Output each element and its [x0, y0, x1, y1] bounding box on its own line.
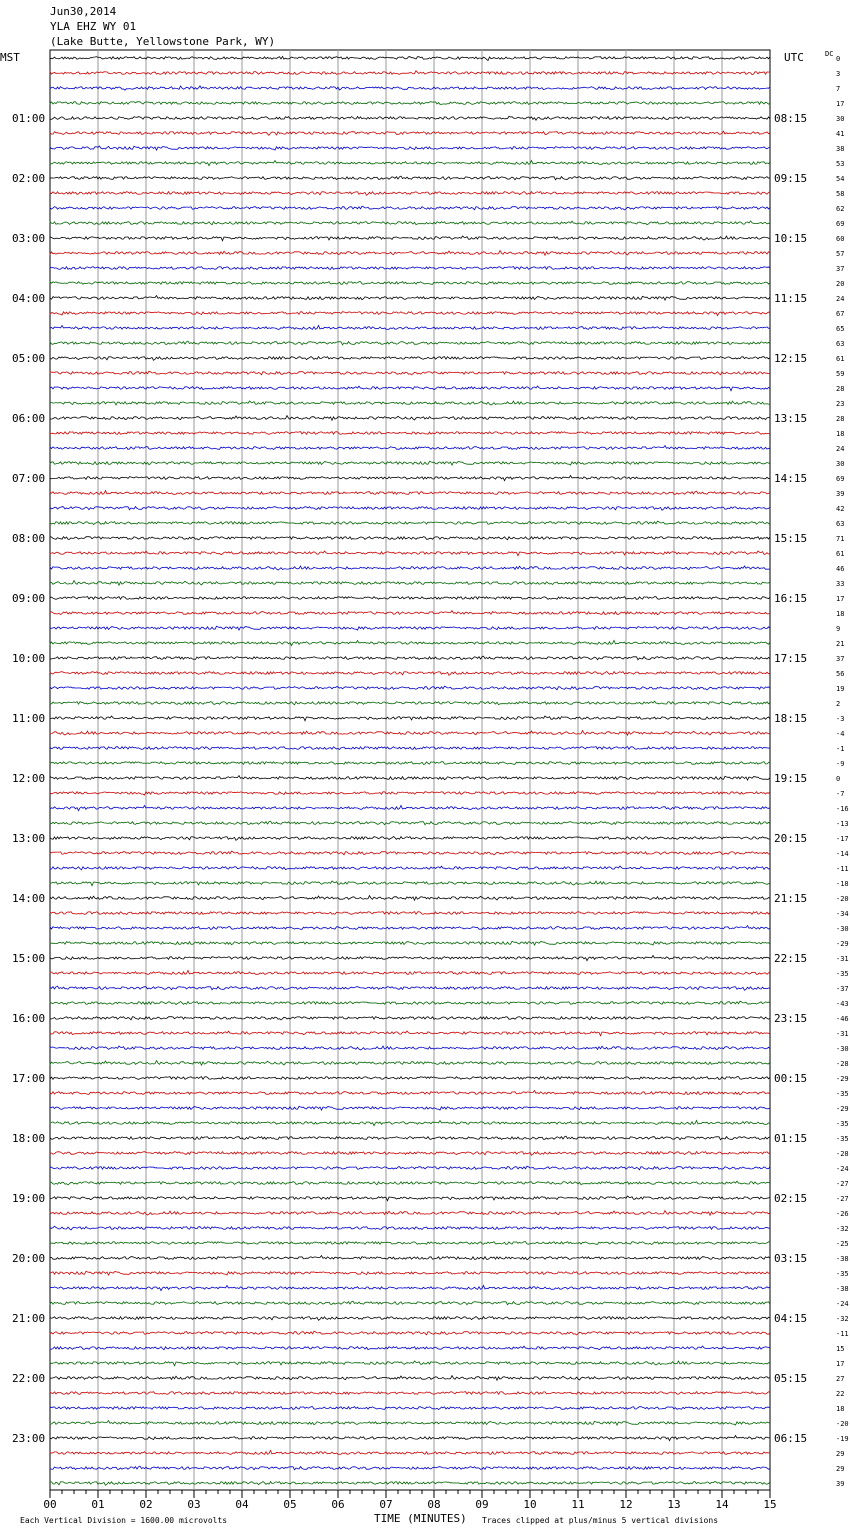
dc-offset-label: 46 [836, 565, 845, 573]
seismic-trace [50, 1031, 770, 1036]
hour-label-right: 15:15 [774, 532, 808, 545]
hour-label-right: 21:15 [774, 892, 808, 905]
dc-offset-label: -46 [836, 1015, 849, 1023]
hour-label-left: 06:00 [12, 412, 46, 425]
hour-label-right: 14:15 [774, 472, 808, 485]
seismic-trace [50, 896, 770, 901]
dc-offset-label: 29 [836, 1465, 845, 1473]
dc-offset-label: 69 [836, 475, 845, 483]
seismic-trace [50, 131, 770, 135]
seismic-trace [50, 1256, 770, 1260]
dc-offset-label: 22 [836, 1390, 845, 1398]
hour-label-right: 23:15 [774, 1012, 808, 1025]
dc-offset-label: -16 [836, 805, 849, 813]
dc-offset-label: 28 [836, 385, 845, 393]
hour-label-left: 13:00 [12, 832, 46, 845]
dc-offset-label: -4 [836, 730, 845, 738]
dc-offset-label: 3 [836, 70, 841, 78]
x-tick-label: 07 [379, 1498, 393, 1511]
seismic-trace [50, 656, 770, 660]
dc-offset-label: -24 [836, 1165, 849, 1173]
seismic-trace [50, 56, 770, 60]
seismic-trace [50, 626, 770, 630]
seismic-trace [50, 1346, 770, 1350]
hour-label-right: 19:15 [774, 772, 808, 785]
dc-offset-label: 69 [836, 220, 845, 228]
seismic-trace [50, 1001, 770, 1004]
seismic-trace [50, 1421, 770, 1426]
x-tick-label: 03 [187, 1498, 201, 1511]
dc-offset-label: -37 [836, 985, 849, 993]
dc-offset-label: -30 [836, 925, 849, 933]
dc-offset-label: -32 [836, 1315, 849, 1323]
dc-offset-label: 18 [836, 1405, 845, 1413]
seismic-trace [50, 476, 770, 481]
seismic-trace [50, 461, 770, 465]
seismic-trace [50, 1181, 770, 1185]
seismic-trace [50, 1361, 770, 1366]
dc-offset-label: -20 [836, 895, 849, 903]
dc-offset-label: -18 [836, 880, 849, 888]
seismic-trace [50, 792, 770, 795]
dc-offset-label: 62 [836, 205, 845, 213]
seismic-trace [50, 312, 770, 316]
x-tick-label: 13 [667, 1498, 681, 1511]
x-tick-label: 15 [763, 1498, 777, 1511]
dc-offset-label: 27 [836, 1375, 845, 1383]
dc-offset-label: 33 [836, 580, 845, 588]
seismic-trace [50, 551, 770, 556]
seismic-trace [50, 747, 770, 750]
seismic-trace [50, 446, 770, 450]
hour-label-right: 11:15 [774, 292, 808, 305]
dc-offset-label: 2 [836, 700, 841, 708]
dc-offset-label: -32 [836, 1225, 849, 1233]
dc-offset-label: -11 [836, 865, 849, 873]
seismic-trace [50, 716, 770, 721]
dc-offset-label: 38 [836, 145, 845, 153]
seismic-trace [50, 537, 770, 540]
hour-label-left: 18:00 [12, 1132, 46, 1145]
seismic-trace [50, 1392, 770, 1395]
seismic-trace [50, 881, 770, 886]
hour-label-left: 12:00 [12, 772, 46, 785]
dc-offset-label: 20 [836, 280, 845, 288]
seismic-trace [50, 507, 770, 511]
seismic-trace [50, 1091, 770, 1095]
hour-label-left: 17:00 [12, 1072, 46, 1085]
seismic-trace [50, 1466, 770, 1470]
hour-label-right: 03:15 [774, 1252, 808, 1265]
hour-label-right: 09:15 [774, 172, 808, 185]
dc-offset-label: 15 [836, 1345, 845, 1353]
dc-offset-label: -29 [836, 940, 849, 948]
dc-offset-label: 24 [836, 445, 845, 453]
hour-label-left: 10:00 [12, 652, 46, 665]
hour-label-left: 01:00 [12, 112, 46, 125]
dc-offset-label: 28 [836, 415, 845, 423]
hour-label-left: 22:00 [12, 1372, 46, 1385]
seismic-trace [50, 971, 770, 975]
seismic-trace [50, 956, 770, 961]
dc-offset-label: 21 [836, 640, 845, 648]
seismic-trace [50, 1077, 770, 1080]
seismic-trace [50, 236, 770, 241]
hour-label-right: 16:15 [774, 592, 808, 605]
dc-offset-label: 18 [836, 430, 845, 438]
seismic-trace [50, 851, 770, 855]
x-axis-title: TIME (MINUTES) [374, 1512, 467, 1525]
dc-offset-label: 37 [836, 655, 845, 663]
hour-label-right: 22:15 [774, 952, 808, 965]
dc-offset-label: 71 [836, 535, 845, 543]
hour-label-left: 23:00 [12, 1432, 46, 1445]
x-tick-label: 12 [619, 1498, 633, 1511]
dc-offset-label: -34 [836, 910, 849, 918]
dc-offset-label: 63 [836, 520, 845, 528]
seismic-trace [50, 296, 770, 301]
header-location: (Lake Butte, Yellowstone Park, WY) [50, 35, 276, 48]
hour-label-left: 16:00 [12, 1012, 46, 1025]
seismic-trace [50, 1482, 770, 1486]
seismic-trace [50, 926, 770, 930]
seismic-trace [50, 1121, 770, 1126]
dc-offset-label: 29 [836, 1450, 845, 1458]
hour-label-right: 00:15 [774, 1072, 808, 1085]
dc-offset-label: 65 [836, 325, 845, 333]
right-timezone-label: UTC [784, 51, 804, 64]
dc-offset-label: 7 [836, 85, 841, 93]
seismic-trace [50, 581, 770, 586]
seismic-trace [50, 866, 770, 870]
seismic-trace [50, 401, 770, 405]
x-tick-label: 10 [523, 1498, 537, 1511]
seismic-trace [50, 986, 770, 990]
time-axis [43, 1490, 776, 1511]
seismic-trace [50, 837, 770, 841]
seismic-trace [50, 192, 770, 196]
dc-offset-label: 60 [836, 235, 845, 243]
seismic-trace [50, 416, 770, 421]
seismic-trace [50, 1301, 770, 1305]
seismic-trace [50, 566, 770, 570]
x-tick-label: 06 [331, 1498, 345, 1511]
hour-label-left: 11:00 [12, 712, 46, 725]
seismic-trace [50, 821, 770, 825]
seismic-trace [50, 267, 770, 270]
dc-offset-label: -35 [836, 1120, 849, 1128]
dc-offset-label: -43 [836, 1000, 849, 1008]
seismic-trace [50, 386, 770, 391]
dc-offset-label: -17 [836, 835, 849, 843]
left-timezone-label: MST [0, 51, 20, 64]
dc-offset-label: 41 [836, 130, 845, 138]
seismic-trace [50, 731, 770, 736]
hour-label-left: 04:00 [12, 292, 46, 305]
dc-offset-label: 30 [836, 460, 845, 468]
dc-offset-label: 19 [836, 685, 845, 693]
seismic-trace [50, 641, 770, 646]
dc-offset-label: -27 [836, 1195, 849, 1203]
dc-offset-label: -28 [836, 1060, 849, 1068]
seismic-trace [50, 1242, 770, 1245]
seismic-trace [50, 86, 770, 90]
dc-offset-label: 9 [836, 625, 841, 633]
x-tick-label: 02 [139, 1498, 153, 1511]
dc-offset-label: -14 [836, 850, 849, 858]
seismic-trace [50, 776, 770, 781]
header-date: Jun30,2014 [50, 5, 117, 18]
dc-offset-label: -31 [836, 955, 849, 963]
dc-offset-label: 18 [836, 610, 845, 618]
seismic-trace [50, 1017, 770, 1020]
seismic-trace [50, 1166, 770, 1170]
dc-offset-label: -13 [836, 820, 849, 828]
seismic-trace [50, 146, 770, 150]
seismic-trace [50, 1152, 770, 1156]
dc-offset-label: 61 [836, 550, 845, 558]
dc-offset-label: 63 [836, 340, 845, 348]
dc-offset-label: 53 [836, 160, 845, 168]
seismic-trace [50, 701, 770, 705]
dc-offset-label: -1 [836, 745, 845, 753]
hour-label-right: 13:15 [774, 412, 808, 425]
dc-offset-label: 54 [836, 175, 845, 183]
seismic-trace [50, 672, 770, 676]
dc-offset-label: -20 [836, 1420, 849, 1428]
dc-offset-label: -35 [836, 1135, 849, 1143]
seismic-trace [50, 251, 770, 256]
dc-offset-label: -26 [836, 1210, 849, 1218]
dc-offset-label: 59 [836, 370, 845, 378]
dc-offset-label: 24 [836, 295, 845, 303]
hour-label-right: 18:15 [774, 712, 808, 725]
dc-offset-label: 39 [836, 490, 845, 498]
footer-scale-note: Each Vertical Division = 1600.00 microvolts [20, 1516, 228, 1525]
dc-offset-label: 58 [836, 190, 845, 198]
seismic-trace [50, 941, 770, 945]
seismic-trace [50, 1106, 770, 1110]
seismic-trace [50, 1211, 770, 1216]
dc-offset-label: 67 [836, 310, 845, 318]
dc-offset-label: -31 [836, 1030, 849, 1038]
seismic-trace [50, 326, 770, 330]
dc-offset-label: -30 [836, 1045, 849, 1053]
seismic-trace [50, 341, 770, 345]
dc-offset-label: -38 [836, 1255, 849, 1263]
dc-offset-label: -24 [836, 1300, 849, 1308]
hour-label-left: 14:00 [12, 892, 46, 905]
hour-label-left: 09:00 [12, 592, 46, 605]
dc-offset-label: 61 [836, 355, 845, 363]
seismic-trace [50, 1196, 770, 1201]
dc-offset-label: -7 [836, 790, 845, 798]
dc-offset-label: 37 [836, 265, 845, 273]
x-tick-label: 00 [43, 1498, 57, 1511]
dc-offset-label: -38 [836, 1285, 849, 1293]
seismic-trace [50, 762, 770, 765]
seismic-trace [50, 521, 770, 525]
seismic-trace [50, 806, 770, 811]
x-tick-label: 08 [427, 1498, 441, 1511]
hour-label-left: 15:00 [12, 952, 46, 965]
hour-label-right: 08:15 [774, 112, 808, 125]
seismic-trace [50, 1271, 770, 1275]
dc-offset-label: -29 [836, 1105, 849, 1113]
x-tick-label: 01 [91, 1498, 105, 1511]
hour-label-left: 03:00 [12, 232, 46, 245]
x-tick-label: 04 [235, 1498, 249, 1511]
header-station: YLA EHZ WY 01 [50, 20, 137, 33]
seismic-trace [50, 1436, 770, 1441]
dc-offset-label: -25 [836, 1240, 849, 1248]
seismic-trace [50, 686, 770, 690]
hour-label-left: 08:00 [12, 532, 46, 545]
hour-label-right: 04:15 [774, 1312, 808, 1325]
dc-offset-label: -28 [836, 1150, 849, 1158]
dc-offset-label: -3 [836, 715, 845, 723]
hour-label-right: 01:15 [774, 1132, 808, 1145]
hour-label-right: 02:15 [774, 1192, 808, 1205]
seismic-trace [50, 432, 770, 435]
hour-label-left: 07:00 [12, 472, 46, 485]
seismic-trace [50, 1376, 770, 1381]
hour-label-right: 06:15 [774, 1432, 808, 1445]
dc-offset-label: 39 [836, 1480, 845, 1488]
seismic-trace [50, 1407, 770, 1410]
dc-offset-label: -27 [836, 1180, 849, 1188]
hour-label-left: 20:00 [12, 1252, 46, 1265]
dc-offset-label: 56 [836, 670, 845, 678]
seismic-trace [50, 221, 770, 225]
seismic-trace [50, 282, 770, 285]
dc-offset-label: 17 [836, 100, 845, 108]
hour-label-right: 10:15 [774, 232, 808, 245]
seismic-traces [50, 56, 770, 1485]
x-tick-label: 14 [715, 1498, 729, 1511]
dc-offset-labels [836, 55, 849, 1488]
seismic-trace [50, 912, 770, 915]
dc-offset-label: 42 [836, 505, 845, 513]
dc-offset-label: -29 [836, 1075, 849, 1083]
dc-offset-label: 23 [836, 400, 845, 408]
hour-label-right: 05:15 [774, 1372, 808, 1385]
seismic-trace [50, 71, 770, 75]
dc-column-header: DC [825, 50, 834, 58]
x-tick-label: 05 [283, 1498, 297, 1511]
seismic-trace [50, 1286, 770, 1291]
dc-offset-label: 0 [836, 775, 841, 783]
footer-clip-note: Traces clipped at plus/minus 5 vertical divisions [482, 1516, 719, 1525]
seismic-trace [50, 1046, 770, 1050]
dc-offset-label: -11 [836, 1330, 849, 1338]
x-tick-label: 11 [571, 1498, 585, 1511]
hour-label-right: 20:15 [774, 832, 808, 845]
hour-label-right: 17:15 [774, 652, 808, 665]
seismic-trace [50, 1451, 770, 1455]
dc-offset-label: 30 [836, 115, 845, 123]
hour-label-left: 21:00 [12, 1312, 46, 1325]
dc-offset-label: 17 [836, 595, 845, 603]
seismic-trace [50, 371, 770, 375]
seismic-trace [50, 1317, 770, 1321]
seismic-trace [50, 491, 770, 495]
hour-label-left: 02:00 [12, 172, 46, 185]
seismic-trace [50, 1331, 770, 1335]
seismic-trace [50, 1061, 770, 1066]
seismic-trace [50, 1226, 770, 1230]
x-tick-label: 09 [475, 1498, 489, 1511]
seismic-trace [50, 161, 770, 166]
seismic-trace [50, 597, 770, 600]
hour-label-left: 05:00 [12, 352, 46, 365]
seismic-trace [50, 102, 770, 105]
hour-label-right: 12:15 [774, 352, 808, 365]
seismic-trace [50, 357, 770, 361]
seismic-trace [50, 176, 770, 180]
dc-offset-label: -19 [836, 1435, 849, 1443]
dc-offset-label: -9 [836, 760, 845, 768]
dc-offset-label: 0 [836, 55, 841, 63]
dc-offset-label: -35 [836, 1270, 849, 1278]
seismic-trace [50, 611, 770, 615]
seismic-trace [50, 206, 770, 210]
dc-offset-label: -35 [836, 1090, 849, 1098]
seismic-trace [50, 1136, 770, 1140]
dc-offset-label: 57 [836, 250, 845, 258]
dc-offset-label: -35 [836, 970, 849, 978]
dc-offset-label: 17 [836, 1360, 845, 1368]
hour-label-left: 19:00 [12, 1192, 46, 1205]
seismic-trace [50, 116, 770, 120]
